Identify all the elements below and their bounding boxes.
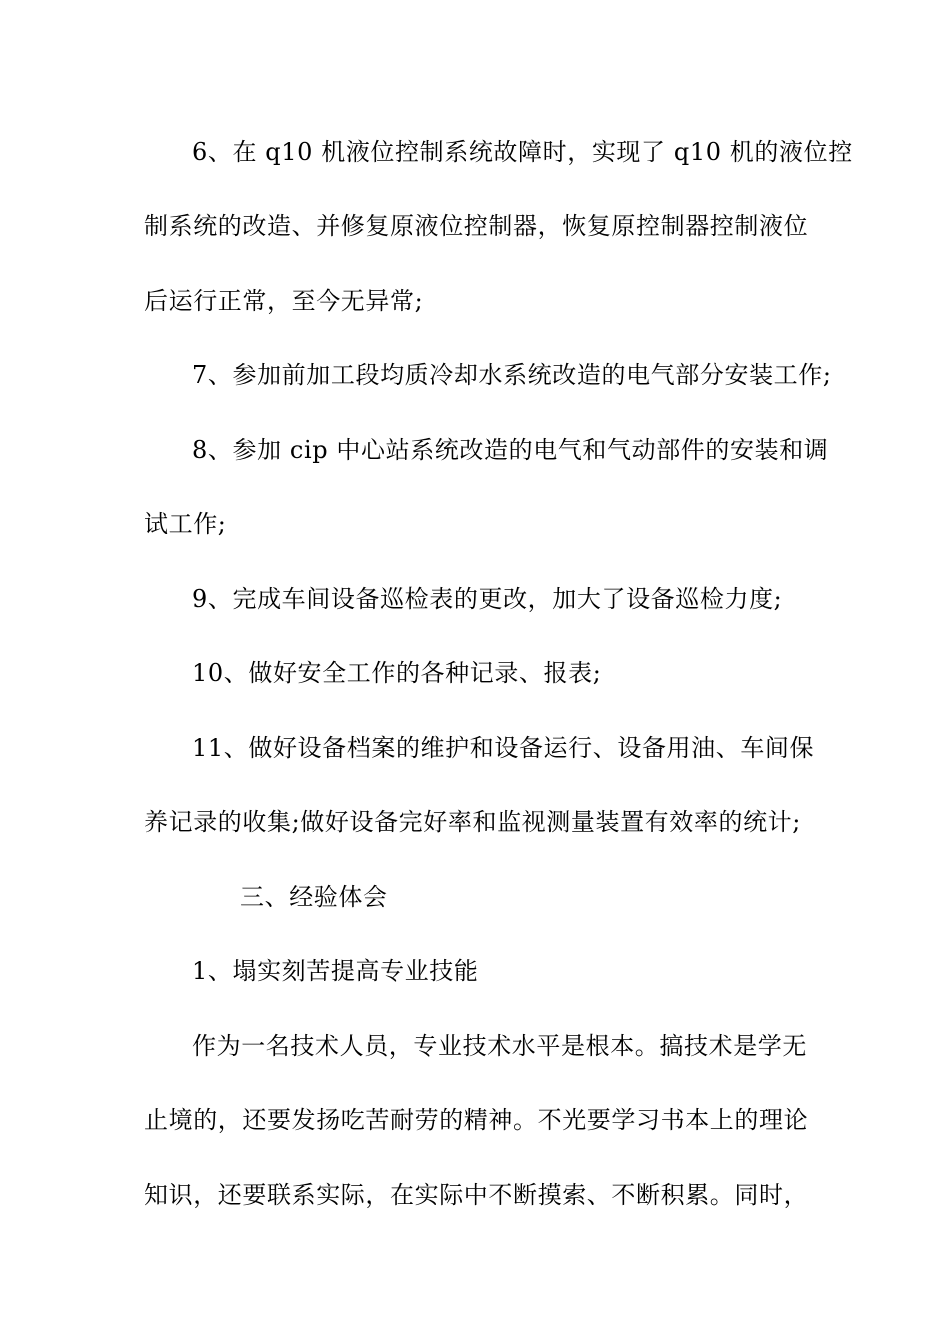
paragraph-6-line-1: 6、在 q10 机液位控制系统故障时，实现了 q10 机的液位控 [192,138,853,166]
paragraph-7: 7、参加前加工段均质冷却水系统改造的电气部分安装工作; [192,361,832,389]
section-heading: 三、经验体会 [240,883,388,911]
paragraph-6-line-3: 后运行正常，至今无异常; [144,287,424,315]
subheading: 1、塌实刻苦提高专业技能 [192,957,479,985]
paragraph-8-line-1: 8、参加 cip 中心站系统改造的电气和气动部件的安装和调 [192,436,829,464]
paragraph-11-line-2: 养记录的收集;做好设备完好率和监视测量装置有效率的统计; [144,808,801,836]
paragraph-6-line-2: 制系统的改造、并修复原液位控制器，恢复原控制器控制液位 [144,212,809,240]
body-paragraph-line-2: 止境的，还要发扬吃苦耐劳的精神。不光要学习书本上的理论 [144,1106,809,1134]
body-paragraph-line-3: 知识，还要联系实际，在实际中不断摸索、不断积累。同时， [144,1181,809,1209]
paragraph-8-line-2: 试工作; [144,510,227,538]
paragraph-11-line-1: 11、做好设备档案的维护和设备运行、设备用油、车间保 [192,734,815,762]
paragraph-10: 10、做好安全工作的各种记录、报表; [192,659,602,687]
paragraph-9: 9、完成车间设备巡检表的更改，加大了设备巡检力度; [192,585,783,613]
body-paragraph-line-1: 作为一名技术人员，专业技术水平是根本。搞技术是学无 [192,1032,807,1060]
